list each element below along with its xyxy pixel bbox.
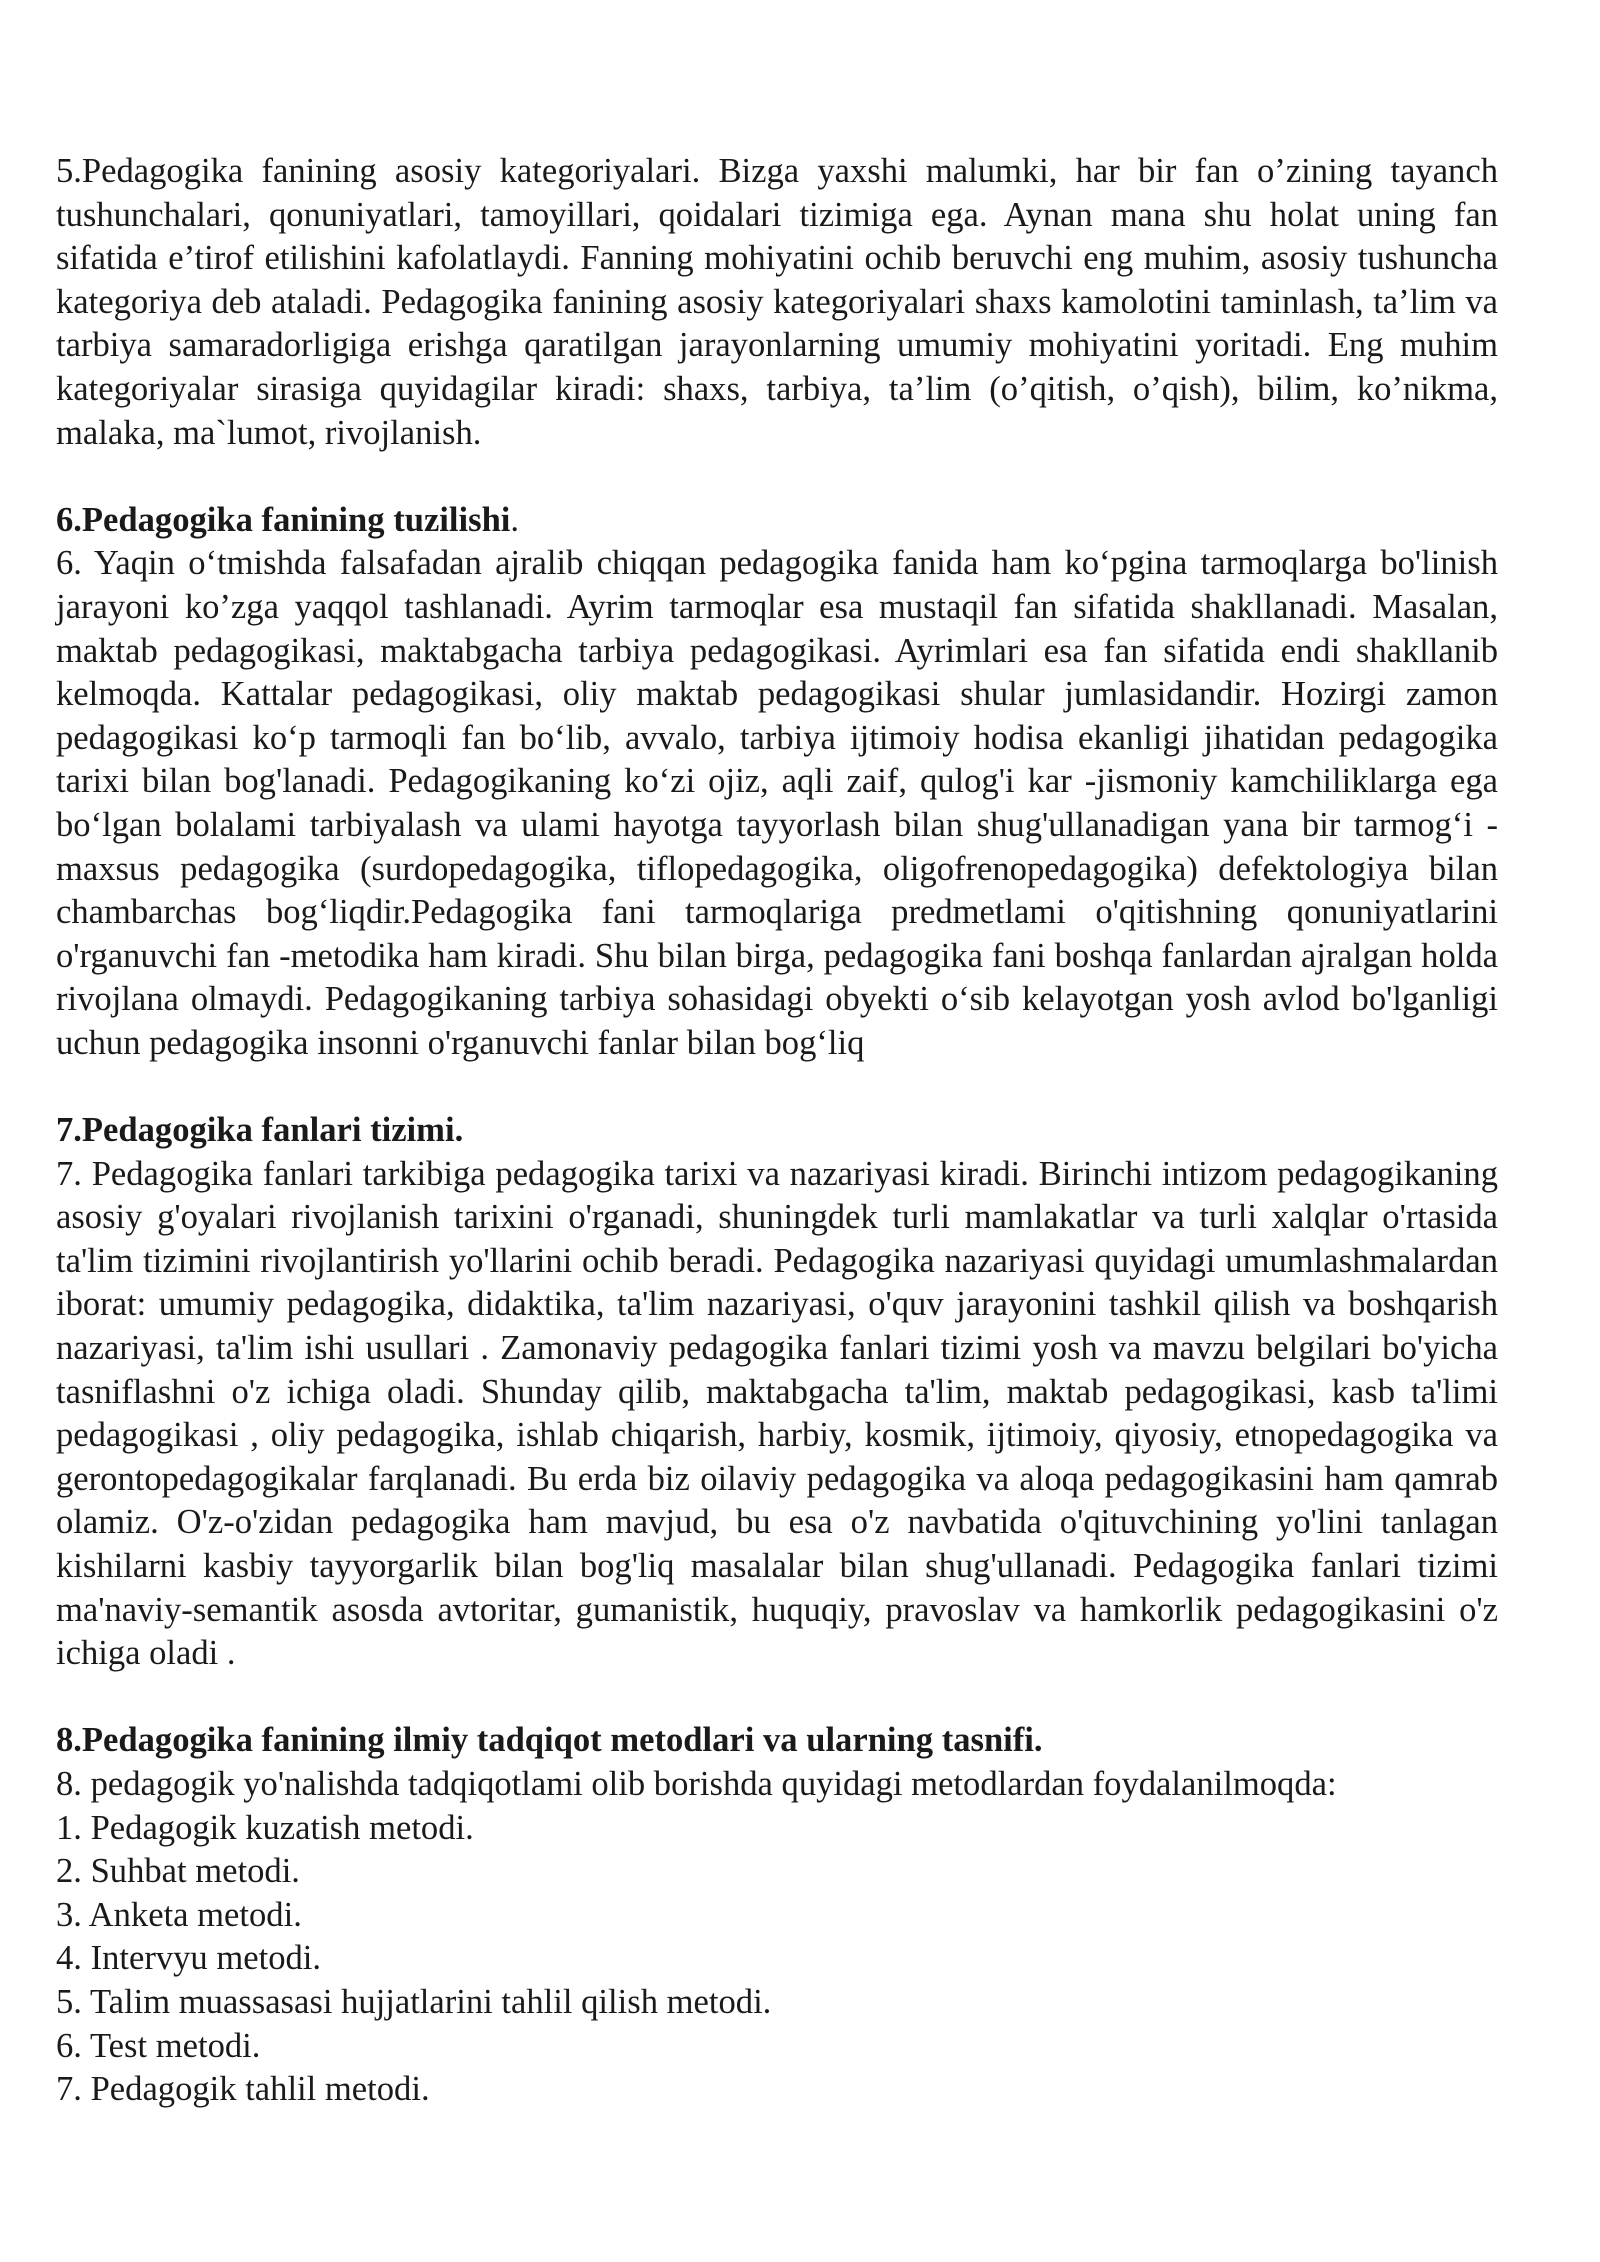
blank-line [56, 1065, 1498, 1109]
document-page [56, 150, 1498, 2112]
method-list-item: 7. Pedagogik tahlil metodi. [56, 2070, 430, 2109]
section-6-paragraph: 6. Yaqin o‘tmishda falsafadan ajralib chiqqan pedagogika fanida ham ko‘pgina tarmoqlarga bo'linish jarayoni ko’zga yaqqol tashlanadi. Ayrim tarmoqlar esa mustaqil fan sifatida shakllanadi. Masalan, maktab pedagogikasi, maktabgacha tarbiya pedagogikasi. Ayrimlari esa fan sifatida endi shakllanib kelmoqda. Kattalar pedagogikasi, oliy maktab pedagogikasi shular jumlasidandir. Hozirgi zamon pedagogikasi ko‘p tarmoqli fan bo‘lib, avvalo, tarbiya ijtimoiy hodisa ekanligi jihatidan pedagogika tarixi bilan bog'lanadi. Pedagogikaning ko‘zi ojiz, aqli zaif, qulog'i kar -jismoniy kamchiliklarga ega bo‘lgan bolalami tarbiyalash va ulami hayotga tayyorlash bilan shug'ullanadigan yana bir tarmog‘i -maxsus pedagogika (surdopedagogika, tiflopedagogika, oligofrenopedagogika) defektologiya bilan chambarchas bog‘liqdir.Pedagogika fani tarmoqlariga predmetlami o'qitishning qonuniyatlarini o'rganuvchi fan -metodika ham kiradi. Shu bilan birga, pedagogika fani boshqa fanlardan ajralgan holda rivojlana olmaydi. Pedagogikaning tarbiya sohasidagi obyekti o‘sib kelayotgan yosh avlod bo'lganligi uchun pedagogika insonni o'rganuvchi fanlar bilan bog‘liq [56, 544, 1498, 1062]
method-list-item: 2. Suhbat metodi. [56, 1852, 300, 1891]
section-8-heading: 8.Pedagogika fanining ilmiy tadqiqot metodlari va ularning tasnifi. [56, 1721, 1043, 1760]
section-5-paragraph: 5.Pedagogika fanining asosiy kategoriyalari. Bizga yaxshi malumki, har bir fan o’zining tayanch tushunchalari, qonuniyatlari, tamoyillari, qoidalari tizimiga ega. Aynan mana shu holat uning fan sifatida e’tirof etilishini kafolatlaydi. Fanning mohiyatini ochib beruvchi eng muhim, asosiy tushuncha kategoriya deb ataladi. Pedagogika fanining asosiy kategoriyalari shaxs kamolotini taminlash, ta’lim va tarbiya samaradorligiga erishga qaratilgan jarayonlarning umumiy mohiyatini yoritadi. Eng muhim kategoriyalar sirasiga quyidagilar kiradi: shaxs, tarbiya, ta’lim (o’qitish, o’qish), bilim, ko’nikma, malaka, ma`lumot, rivojlanish. [56, 152, 1498, 452]
blank-line [56, 1676, 1498, 1720]
method-list-item: 4. Intervyu metodi. [56, 1939, 322, 1978]
section-8-intro: 8. pedagogik yo'nalishda tadqiqotlami olib borishda quyidagi metodlardan foydalanilmoqda: [56, 1764, 1337, 1803]
method-list-item: 5. Talim muassasasi hujjatlarini tahlil qilish metodi. [56, 1982, 772, 2021]
section-7-paragraph: 7. Pedagogika fanlari tarkibiga pedagogika tarixi va nazariyasi kiradi. Birinchi intizom pedagogikaning asosiy g'oyalari rivojlanish tarixini o'rganadi, shuningdek turli mamlakatlar va turli xalqlar o'rtasida ta'lim tizimini rivojlantirish yo'llarini ochib beradi. Pedagogika nazariyasi quyidagi umumlashmalardan iborat: umumiy pedagogika, didaktika, ta'lim nazariyasi, o'quv jarayonini tashkil qilish va boshqarish nazariyasi, ta'lim ishi usullari . Zamonaviy pedagogika fanlari tizimi yosh va mavzu belgilari bo'yicha tasniflashni o'z ichiga oladi. Shunday qilib, maktabgacha ta'lim, maktab pedagogikasi, kasb ta'limi pedagogikasi , oliy pedagogika, ishlab chiqarish, harbiy, kosmik, ijtimoiy, qiyosiy, etnopedagogika va gerontopedagogikalar farqlanadi. Bu erda biz oilaviy pedagogika va aloqa pedagogikasini ham qamrab olamiz. O'z-o'zidan pedagogika ham mavjud, bu esa o'z navbatida o'qituvchining yo'lini tanlagan kishilarni kasbiy tayyorgarlik bilan bog'liq masalalar bilan shug'ullanadi. Pedagogika fanlari tizimi ma'naviy-semantik asosda avtoritar, gumanistik, huquqiy, pravoslav va hamkorlik pedagogikasini o'z ichiga oladi . [56, 1154, 1498, 1673]
method-list-item: 1. Pedagogik kuzatish metodi. [56, 1808, 474, 1847]
section-6-heading-period: . [510, 500, 520, 539]
method-list-item: 6. Test metodi. [56, 2026, 261, 2065]
section-6-heading-text: 6.Pedagogika fanining tuzilishi [56, 500, 511, 539]
method-list-item: 3. Anketa metodi. [56, 1895, 302, 1934]
section-7-heading: 7.Pedagogika fanlari tizimi. [56, 1111, 464, 1150]
section-6-heading [56, 499, 1498, 543]
blank-line [56, 455, 1498, 499]
